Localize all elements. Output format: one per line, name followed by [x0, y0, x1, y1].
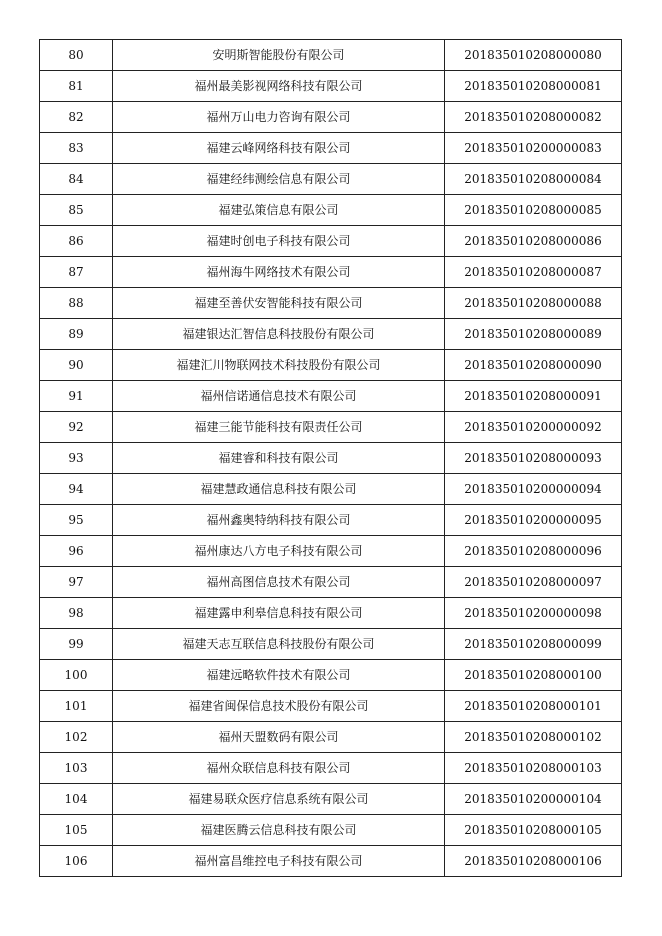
row-number: 82: [40, 102, 113, 133]
company-name: 福州富昌维控电子科技有限公司: [113, 846, 445, 877]
registration-code: 201835010208000106: [445, 846, 622, 877]
table-row: [40, 598, 622, 629]
row-number: 96: [40, 536, 113, 567]
row-number: 94: [40, 474, 113, 505]
table-row: [40, 226, 622, 257]
row-number: 91: [40, 381, 113, 412]
company-name: 福建露申利皋信息科技有限公司: [113, 598, 445, 629]
row-number: 100: [40, 660, 113, 691]
table-row: [40, 629, 622, 660]
row-number: 104: [40, 784, 113, 815]
company-name: 福州万山电力咨询有限公司: [113, 102, 445, 133]
company-name: 福建天志互联信息科技股份有限公司: [113, 629, 445, 660]
company-name: 福建弘策信息有限公司: [113, 195, 445, 226]
registration-code: 201835010208000091: [445, 381, 622, 412]
table-row: [40, 443, 622, 474]
company-name: 福建远略软件技术有限公司: [113, 660, 445, 691]
registration-code: 201835010208000090: [445, 350, 622, 381]
table-body: [40, 40, 622, 877]
company-registry-table: [39, 39, 622, 877]
company-name: 福州天盟数码有限公司: [113, 722, 445, 753]
table-row: [40, 40, 622, 71]
row-number: 85: [40, 195, 113, 226]
registration-code: 201835010208000099: [445, 629, 622, 660]
row-number: 98: [40, 598, 113, 629]
registration-code: 201835010208000096: [445, 536, 622, 567]
company-name: 福州鑫奥特纳科技有限公司: [113, 505, 445, 536]
registration-code: 201835010208000105: [445, 815, 622, 846]
registration-code: 201835010208000102: [445, 722, 622, 753]
row-number: 90: [40, 350, 113, 381]
table-row: [40, 567, 622, 598]
company-name: 福建时创电子科技有限公司: [113, 226, 445, 257]
registration-code: 201835010208000084: [445, 164, 622, 195]
registration-code: 201835010200000083: [445, 133, 622, 164]
row-number: 101: [40, 691, 113, 722]
company-name: 福建医腾云信息科技有限公司: [113, 815, 445, 846]
row-number: 103: [40, 753, 113, 784]
row-number: 93: [40, 443, 113, 474]
company-name: 福建三能节能科技有限责任公司: [113, 412, 445, 443]
table-row: [40, 133, 622, 164]
table-row: [40, 474, 622, 505]
company-name: 福州最美影视网络科技有限公司: [113, 71, 445, 102]
row-number: 92: [40, 412, 113, 443]
table-row: [40, 71, 622, 102]
registration-code: 201835010208000087: [445, 257, 622, 288]
row-number: 83: [40, 133, 113, 164]
row-number: 106: [40, 846, 113, 877]
company-name: 福建省闽保信息技术股份有限公司: [113, 691, 445, 722]
registration-code: 201835010208000103: [445, 753, 622, 784]
row-number: 88: [40, 288, 113, 319]
registration-code: 201835010208000080: [445, 40, 622, 71]
table-row: [40, 846, 622, 877]
registration-code: 201835010208000097: [445, 567, 622, 598]
registration-code: 201835010200000095: [445, 505, 622, 536]
table-row: [40, 288, 622, 319]
company-name: 福州众联信息科技有限公司: [113, 753, 445, 784]
registration-code: 201835010208000085: [445, 195, 622, 226]
registration-code: 201835010200000094: [445, 474, 622, 505]
row-number: 84: [40, 164, 113, 195]
table-row: [40, 350, 622, 381]
row-number: 87: [40, 257, 113, 288]
company-name: 福建云峰网络科技有限公司: [113, 133, 445, 164]
company-name: 福州信诺通信息技术有限公司: [113, 381, 445, 412]
company-name: 福建睿和科技有限公司: [113, 443, 445, 474]
company-name: 安明斯智能股份有限公司: [113, 40, 445, 71]
row-number: 99: [40, 629, 113, 660]
table-row: [40, 381, 622, 412]
row-number: 80: [40, 40, 113, 71]
table-row: [40, 319, 622, 350]
table-row: [40, 691, 622, 722]
company-name: 福建银达汇智信息科技股份有限公司: [113, 319, 445, 350]
table-row: [40, 257, 622, 288]
registration-code: 201835010208000093: [445, 443, 622, 474]
registration-code: 201835010208000089: [445, 319, 622, 350]
table-row: [40, 784, 622, 815]
company-name: 福建至善伏安智能科技有限公司: [113, 288, 445, 319]
registration-code: 201835010208000086: [445, 226, 622, 257]
registration-code: 201835010200000104: [445, 784, 622, 815]
company-name: 福州高图信息技术有限公司: [113, 567, 445, 598]
registration-code: 201835010208000101: [445, 691, 622, 722]
registration-code: 201835010208000088: [445, 288, 622, 319]
table-row: [40, 195, 622, 226]
company-name: 福州海牛网络技术有限公司: [113, 257, 445, 288]
table-row: [40, 412, 622, 443]
registration-code: 201835010208000082: [445, 102, 622, 133]
company-name: 福建易联众医疗信息系统有限公司: [113, 784, 445, 815]
table-row: [40, 164, 622, 195]
table-row: [40, 505, 622, 536]
table-row: [40, 722, 622, 753]
table-row: [40, 536, 622, 567]
registration-code: 201835010208000081: [445, 71, 622, 102]
company-name: 福建慧政通信息科技有限公司: [113, 474, 445, 505]
company-name: 福建汇川物联网技术科技股份有限公司: [113, 350, 445, 381]
table-row: [40, 815, 622, 846]
table-row: [40, 660, 622, 691]
row-number: 95: [40, 505, 113, 536]
row-number: 81: [40, 71, 113, 102]
registration-code: 201835010200000092: [445, 412, 622, 443]
registration-code: 201835010200000098: [445, 598, 622, 629]
row-number: 102: [40, 722, 113, 753]
registration-code: 201835010208000100: [445, 660, 622, 691]
row-number: 97: [40, 567, 113, 598]
table-row: [40, 102, 622, 133]
company-name: 福州康达八方电子科技有限公司: [113, 536, 445, 567]
row-number: 89: [40, 319, 113, 350]
row-number: 86: [40, 226, 113, 257]
company-name: 福建经纬测绘信息有限公司: [113, 164, 445, 195]
row-number: 105: [40, 815, 113, 846]
table-row: [40, 753, 622, 784]
